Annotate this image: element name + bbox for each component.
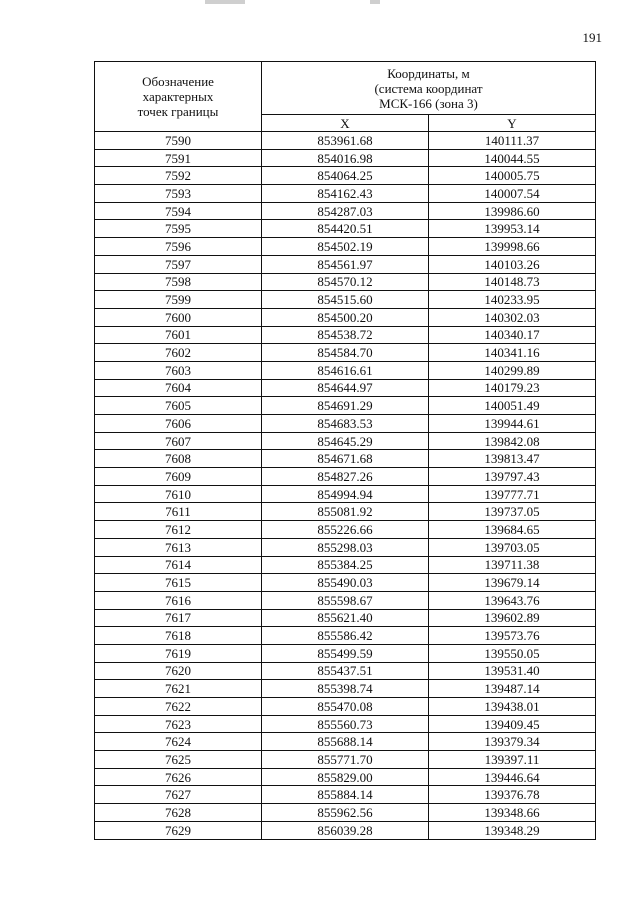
x-coordinate-cell: 854671.68 (262, 450, 429, 468)
point-id-cell: 7610 (95, 485, 262, 503)
point-id-cell: 7603 (95, 361, 262, 379)
table-row (95, 185, 596, 203)
y-coordinate-cell: 140302.03 (429, 308, 596, 326)
table-row (95, 415, 596, 433)
table-row (95, 821, 596, 839)
y-coordinate-cell: 140340.17 (429, 326, 596, 344)
x-coordinate-cell: 855398.74 (262, 680, 429, 698)
y-coordinate-cell: 139487.14 (429, 680, 596, 698)
point-id-cell: 7592 (95, 167, 262, 185)
point-id-cell: 7590 (95, 132, 262, 150)
point-id-cell: 7601 (95, 326, 262, 344)
table-row (95, 291, 596, 309)
table-row (95, 538, 596, 556)
y-coordinate-cell: 140051.49 (429, 397, 596, 415)
point-id-cell: 7599 (95, 291, 262, 309)
point-id-cell: 7604 (95, 379, 262, 397)
point-id-cell: 7624 (95, 733, 262, 751)
point-id-cell: 7617 (95, 609, 262, 627)
point-id-cell: 7619 (95, 644, 262, 662)
y-coordinate-cell: 139446.64 (429, 768, 596, 786)
point-id-cell: 7627 (95, 786, 262, 804)
table-row (95, 450, 596, 468)
coord-header-line: МСК-166 (зона 3) (379, 95, 478, 111)
table-row (95, 503, 596, 521)
table-row (95, 733, 596, 751)
y-coordinate-cell: 140233.95 (429, 291, 596, 309)
x-coordinate-cell: 854683.53 (262, 415, 429, 433)
point-column-header (95, 62, 262, 132)
table-row (95, 698, 596, 716)
coordinates-table (94, 61, 596, 840)
y-coordinate-cell: 139737.05 (429, 503, 596, 521)
x-coordinate-cell: 855298.03 (262, 538, 429, 556)
point-id-cell: 7597 (95, 255, 262, 273)
point-id-cell: 7606 (95, 415, 262, 433)
table-row (95, 468, 596, 486)
point-id-cell: 7593 (95, 185, 262, 203)
y-coordinate-cell: 139397.11 (429, 751, 596, 769)
x-coordinate-cell: 855771.70 (262, 751, 429, 769)
y-coordinate-cell: 139602.89 (429, 609, 596, 627)
table-row (95, 255, 596, 273)
y-coordinate-cell: 139643.76 (429, 591, 596, 609)
point-id-cell: 7609 (95, 468, 262, 486)
table-row (95, 149, 596, 167)
y-column-header: Y (429, 115, 596, 132)
y-coordinate-cell: 139813.47 (429, 450, 596, 468)
table-row (95, 273, 596, 291)
x-coordinate-cell: 854016.98 (262, 149, 429, 167)
table-row (95, 644, 596, 662)
x-coordinate-cell: 855586.42 (262, 627, 429, 645)
table-row (95, 662, 596, 680)
x-coordinate-cell: 854570.12 (262, 273, 429, 291)
point-id-cell: 7596 (95, 238, 262, 256)
x-coordinate-cell: 855384.25 (262, 556, 429, 574)
point-id-cell: 7612 (95, 521, 262, 539)
y-coordinate-cell: 139348.66 (429, 804, 596, 822)
y-coordinate-cell: 139703.05 (429, 538, 596, 556)
table-row (95, 751, 596, 769)
y-coordinate-cell: 140179.23 (429, 379, 596, 397)
point-id-cell: 7594 (95, 202, 262, 220)
y-coordinate-cell: 140299.89 (429, 361, 596, 379)
point-id-cell: 7620 (95, 662, 262, 680)
y-coordinate-cell: 140044.55 (429, 149, 596, 167)
table-row (95, 379, 596, 397)
table-row (95, 786, 596, 804)
point-header-line: точек границы (137, 104, 219, 119)
point-id-cell: 7598 (95, 273, 262, 291)
x-coordinate-cell: 854691.29 (262, 397, 429, 415)
x-coordinate-cell: 855598.67 (262, 591, 429, 609)
y-coordinate-cell: 139531.40 (429, 662, 596, 680)
point-id-cell: 7625 (95, 751, 262, 769)
point-id-cell: 7595 (95, 220, 262, 238)
x-coordinate-cell: 854616.61 (262, 361, 429, 379)
point-id-cell: 7591 (95, 149, 262, 167)
table-row (95, 609, 596, 627)
table-row (95, 680, 596, 698)
table-row (95, 167, 596, 185)
y-coordinate-cell: 140111.37 (429, 132, 596, 150)
x-coordinate-cell: 855884.14 (262, 786, 429, 804)
y-coordinate-cell: 140341.16 (429, 344, 596, 362)
point-id-cell: 7623 (95, 715, 262, 733)
table-row (95, 238, 596, 256)
page-number: 191 (582, 30, 602, 45)
table-row (95, 202, 596, 220)
table-row (95, 556, 596, 574)
x-coordinate-cell: 855688.14 (262, 733, 429, 751)
table-row (95, 804, 596, 822)
y-coordinate-cell: 139998.66 (429, 238, 596, 256)
point-header-line: Обозначение (142, 74, 214, 89)
x-coordinate-cell: 855962.56 (262, 804, 429, 822)
x-coordinate-cell: 855560.73 (262, 715, 429, 733)
x-coordinate-cell: 854644.97 (262, 379, 429, 397)
coordinates-column-header (262, 62, 596, 115)
y-coordinate-cell: 140007.54 (429, 185, 596, 203)
point-id-cell: 7628 (95, 804, 262, 822)
x-coordinate-cell: 855829.00 (262, 768, 429, 786)
point-id-cell: 7608 (95, 450, 262, 468)
y-coordinate-cell: 139797.43 (429, 468, 596, 486)
x-coordinate-cell: 854584.70 (262, 344, 429, 362)
x-coordinate-cell: 854064.25 (262, 167, 429, 185)
table-row (95, 432, 596, 450)
x-coordinate-cell: 854561.97 (262, 255, 429, 273)
table-body (95, 132, 596, 840)
table-row (95, 715, 596, 733)
x-coordinate-cell: 855490.03 (262, 574, 429, 592)
point-header-line: характерных (142, 89, 214, 104)
x-coordinate-cell: 854502.19 (262, 238, 429, 256)
table-row (95, 591, 596, 609)
y-coordinate-cell: 140148.73 (429, 273, 596, 291)
point-id-cell: 7629 (95, 821, 262, 839)
y-coordinate-cell: 139842.08 (429, 432, 596, 450)
x-coordinate-cell: 853961.68 (262, 132, 429, 150)
x-coordinate-cell: 855621.40 (262, 609, 429, 627)
scan-artifact (370, 0, 380, 4)
table-row (95, 326, 596, 344)
scan-artifact (205, 0, 245, 4)
table-row (95, 220, 596, 238)
table-row (95, 521, 596, 539)
x-coordinate-cell: 854538.72 (262, 326, 429, 344)
x-coordinate-cell: 854500.20 (262, 308, 429, 326)
point-id-cell: 7618 (95, 627, 262, 645)
point-id-cell: 7613 (95, 538, 262, 556)
y-coordinate-cell: 139944.61 (429, 415, 596, 433)
table-row (95, 308, 596, 326)
point-id-cell: 7626 (95, 768, 262, 786)
point-id-cell: 7615 (95, 574, 262, 592)
point-id-cell: 7602 (95, 344, 262, 362)
y-coordinate-cell: 139409.45 (429, 715, 596, 733)
y-coordinate-cell: 140103.26 (429, 255, 596, 273)
y-coordinate-cell: 139953.14 (429, 220, 596, 238)
x-coordinate-cell: 854515.60 (262, 291, 429, 309)
table-row (95, 132, 596, 150)
y-coordinate-cell: 139711.38 (429, 556, 596, 574)
x-coordinate-cell: 855226.66 (262, 521, 429, 539)
y-coordinate-cell: 139777.71 (429, 485, 596, 503)
y-coordinate-cell: 139679.14 (429, 574, 596, 592)
x-coordinate-cell: 854827.26 (262, 468, 429, 486)
y-coordinate-cell: 139379.34 (429, 733, 596, 751)
coord-header-line: (система координат (374, 80, 483, 96)
y-coordinate-cell: 140005.75 (429, 167, 596, 185)
y-coordinate-cell: 139550.05 (429, 644, 596, 662)
x-column-header: X (262, 115, 429, 132)
x-coordinate-cell: 855081.92 (262, 503, 429, 521)
point-id-cell: 7616 (95, 591, 262, 609)
y-coordinate-cell: 139438.01 (429, 698, 596, 716)
y-coordinate-cell: 139376.78 (429, 786, 596, 804)
table-row (95, 485, 596, 503)
x-coordinate-cell: 855470.08 (262, 698, 429, 716)
x-coordinate-cell: 854287.03 (262, 202, 429, 220)
point-id-cell: 7622 (95, 698, 262, 716)
x-coordinate-cell: 855437.51 (262, 662, 429, 680)
y-coordinate-cell: 139986.60 (429, 202, 596, 220)
y-coordinate-cell: 139684.65 (429, 521, 596, 539)
table-row (95, 361, 596, 379)
table-row (95, 627, 596, 645)
x-coordinate-cell: 854994.94 (262, 485, 429, 503)
x-coordinate-cell: 854162.43 (262, 185, 429, 203)
x-coordinate-cell: 854645.29 (262, 432, 429, 450)
x-coordinate-cell: 854420.51 (262, 220, 429, 238)
table-row (95, 397, 596, 415)
table-row (95, 768, 596, 786)
point-id-cell: 7611 (95, 503, 262, 521)
coord-header-line: Координаты, м (387, 65, 470, 81)
point-id-cell: 7607 (95, 432, 262, 450)
point-id-cell: 7600 (95, 308, 262, 326)
x-coordinate-cell: 855499.59 (262, 644, 429, 662)
y-coordinate-cell: 139573.76 (429, 627, 596, 645)
table-row (95, 344, 596, 362)
point-id-cell: 7605 (95, 397, 262, 415)
point-id-cell: 7621 (95, 680, 262, 698)
table-row (95, 574, 596, 592)
point-id-cell: 7614 (95, 556, 262, 574)
y-coordinate-cell: 139348.29 (429, 821, 596, 839)
x-coordinate-cell: 856039.28 (262, 821, 429, 839)
